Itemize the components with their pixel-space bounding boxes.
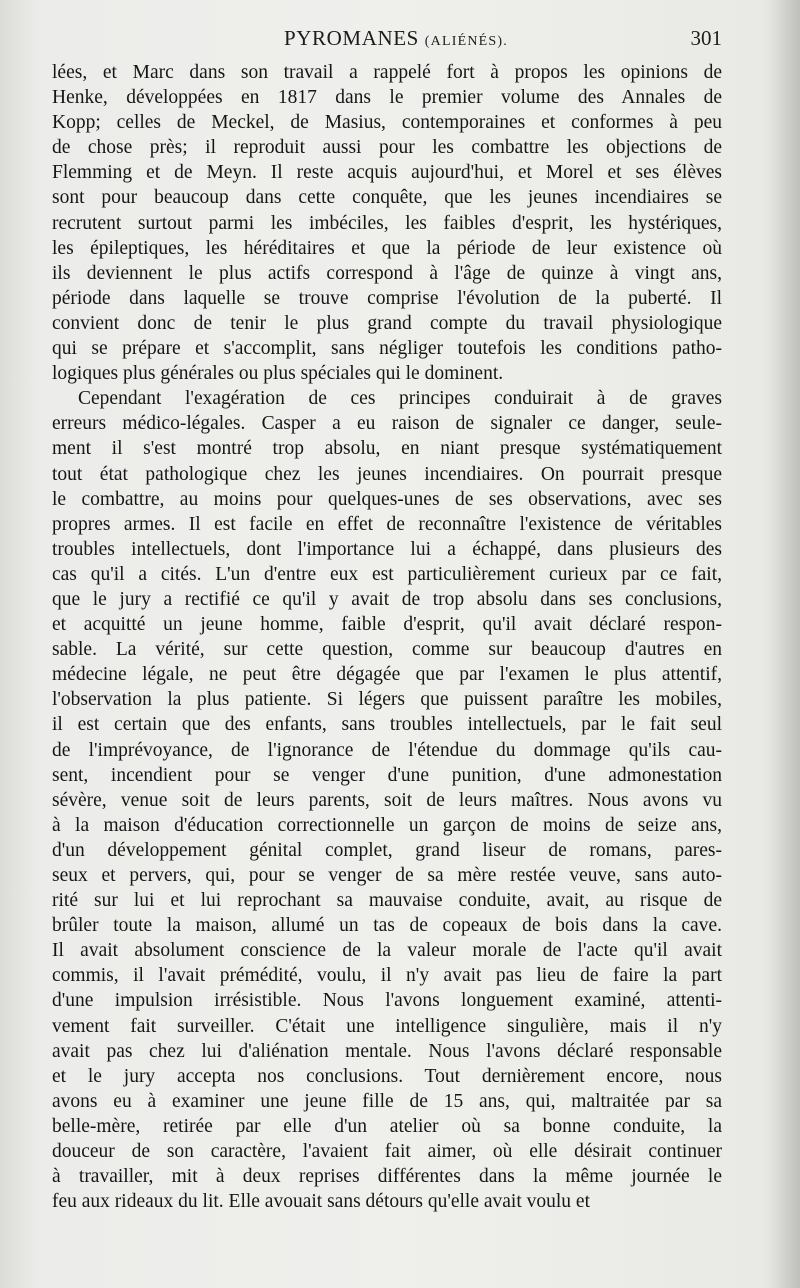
text-line: vement fait surveiller. C'était une intelligence singulière, mais il n'y [52, 1015, 722, 1037]
text-line: Flemming et de Meyn. Il reste acquis aujourd'hui, et Morel et ses élèves [52, 162, 722, 184]
text-line: erreurs médico-légales. Casper a eu raison de signaler ce danger, seule- [52, 413, 722, 435]
text-line: Kopp; celles de Meckel, de Masius, contemporaines et conformes à peu [52, 112, 722, 134]
text-line: feu aux rideaux du lit. Elle avouait sans détours qu'elle avait voulu et [52, 1191, 590, 1213]
text-line: douceur de son caractère, l'avaient fait aimer, où elle désirait continuer [52, 1141, 722, 1163]
text-line: avait pas chez lui d'aliénation mentale. Nous l'avons déclaré responsable [52, 1040, 722, 1062]
text-line: les épileptiques, les héréditaires et que la période de leur existence où [52, 237, 722, 259]
text-line: médecine légale, ne peut être dégagée que par l'examen le plus attentif, [52, 664, 722, 686]
text-line: de l'imprévoyance, de l'ignorance de l'étendue du dommage qu'ils cau- [52, 739, 722, 761]
text-line: d'un développement génital complet, grand liseur de romans, pares- [52, 839, 722, 861]
text-line: qui se prépare et s'accomplit, sans négliger toutefois les conditions patho- [52, 338, 722, 360]
text-line: recrutent surtout parmi les imbéciles, les faibles d'esprit, les hystériques, [52, 212, 722, 234]
text-line: sévère, venue soit de leurs parents, soit de leurs maîtres. Nous avons vu [52, 789, 722, 811]
text-line: d'une impulsion irrésistible. Nous l'avons longuement examiné, attenti- [52, 990, 722, 1012]
text-line: et le jury accepta nos conclusions. Tout dernièrement encore, nous [52, 1065, 722, 1087]
page-edge-shadow [770, 0, 800, 1288]
text-line: période dans laquelle se trouve comprise l'évolution de la puberté. Il [52, 287, 722, 309]
text-line: rité sur lui et lui reprochant sa mauvaise conduite, avait, au risque de [52, 890, 722, 912]
text-line: ment il s'est montré trop absolu, en niant presque systématiquement [52, 438, 722, 460]
text-line: sable. La vérité, sur cette question, comme sur beaucoup d'autres en [52, 639, 722, 661]
text-line: et acquitté un jeune homme, faible d'esprit, qu'il avait déclaré respon- [52, 614, 722, 636]
text-line: sont pour beaucoup dans cette conquête, que les jeunes incendiaires se [52, 187, 722, 209]
text-line: commis, il l'avait prémédité, voulu, il n'y avait pas lieu de faire la part [52, 965, 722, 987]
text-line: il est certain que des enfants, sans troubles intellectuels, par le fait seul [52, 714, 722, 736]
text-line: que le jury a rectifié ce qu'il y avait de trop absolu dans ses conclusions, [52, 588, 722, 610]
text-line: ils deviennent le plus actifs correspond à l'âge de quinze à vingt ans, [52, 262, 722, 284]
text-line: convient donc de tenir le plus grand compte du travail physiologique [52, 312, 722, 334]
text-line: à la maison d'éducation correctionnelle un garçon de moins de seize ans, [52, 814, 722, 836]
text-line: le combattre, au moins pour quelques-unes de ses observations, avec ses [52, 488, 722, 510]
running-title [284, 26, 508, 51]
text-line: belle-mère, retirée par elle d'un atelier où sa bonne conduite, la [52, 1115, 722, 1137]
running-title-subtitle: (ALIÉNÉS). [424, 34, 508, 49]
text-line: cas qu'il a cités. L'un d'entre eux est particulièrement curieux par ce fait, [52, 563, 722, 585]
text-line: Cependant l'exagération de ces principes conduirait à de graves [78, 388, 722, 410]
page-header [52, 26, 722, 60]
text-line: de chose près; il reproduit aussi pour les combattre les objections de [52, 137, 722, 159]
text-line: l'observation la plus patiente. Si légers que puissent paraître les mobiles, [52, 689, 722, 711]
page-number: 301 [690, 26, 722, 50]
text-line: tout état pathologique chez les jeunes incendiaires. On pourrait presque [52, 463, 722, 485]
text-line: seux et pervers, qui, pour se venger de sa mère restée veuve, sans auto- [52, 865, 722, 886]
body-text [52, 60, 722, 1214]
text-line: sent, incendient pour se venger d'une punition, d'une admonestation [52, 764, 722, 786]
text-line: Il avait absolument conscience de la valeur morale de l'acte qu'il avait [52, 940, 722, 962]
running-title-main: PYROMANES [284, 26, 419, 50]
text-line: logiques plus générales ou plus spéciales qui le dominent. [52, 363, 504, 385]
text-line: brûler toute la maison, allumé un tas de copeaux de bois dans la cave. [52, 915, 722, 937]
text-line: Henke, développées en 1817 dans le premier volume des Annales de [52, 87, 722, 109]
text-line: lées, et Marc dans son travail a rappelé fort à propos les opinions de [52, 62, 722, 83]
text-line: avons eu à examiner une jeune fille de 15 ans, qui, maltraitée par sa [52, 1090, 722, 1112]
text-line: à travailler, mit à deux reprises différentes dans la même journée le [52, 1166, 722, 1188]
text-line: troubles intellectuels, dont l'importance lui a échappé, dans plusieurs des [52, 538, 722, 560]
text-line: propres armes. Il est facile en effet de reconnaître l'existence de véritables [52, 513, 722, 535]
